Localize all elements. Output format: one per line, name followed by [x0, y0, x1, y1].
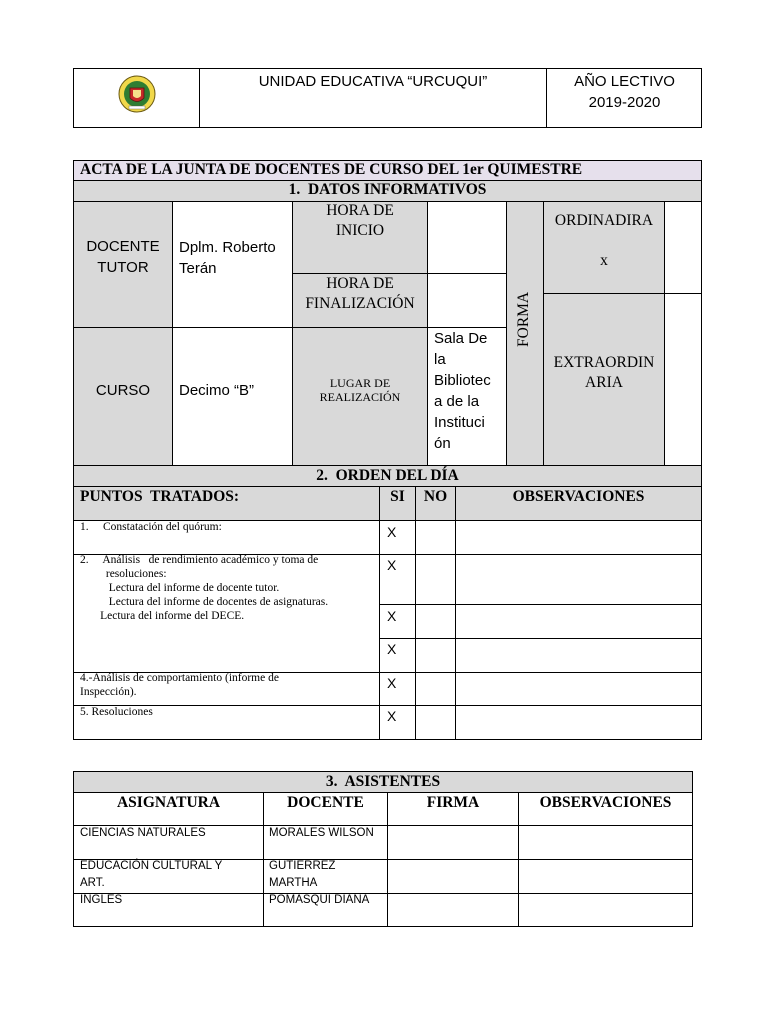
curso-value: Decimo “B” [179, 382, 255, 399]
docente-name: MARTHA [269, 877, 318, 889]
col-puntos: PUNTOS TRATADOS: [80, 488, 240, 505]
firma-cell[interactable] [387, 859, 519, 894]
section1-title: 1. DATOS INFORMATIVOS [288, 181, 487, 198]
docente-name: MORALES WILSON [269, 827, 374, 839]
item5-text: 5. Resoluciones [80, 706, 153, 718]
obs-cell[interactable] [455, 554, 702, 605]
obs-cell[interactable] [455, 604, 702, 639]
lugar-value-line: Sala De [434, 330, 488, 347]
extraordinaria-label-1: EXTRAORDIN [553, 354, 655, 371]
year-label: AÑO LECTIVO [574, 73, 675, 90]
si-mark: X [387, 557, 397, 573]
docente-label-2: TUTOR [97, 259, 149, 276]
si-mark: X [387, 708, 397, 724]
col-asis-obs: OBSERVACIONES [539, 794, 672, 811]
item4-line: Inspección). [80, 686, 137, 698]
item2-line: Lectura del informe de docentes de asignaturas. [80, 596, 329, 608]
ordinaria-label: ORDINADIRA [554, 212, 654, 229]
lugar-label-1: LUGAR DE [329, 376, 391, 390]
section2-title: 2. ORDEN DEL DÍA [316, 467, 459, 484]
no-cell[interactable] [415, 604, 456, 639]
acta-title: ACTA DE LA JUNTA DE DOCENTES DE CURSO DEL 1er QUIMESTRE [80, 161, 583, 178]
lugar-label-2: REALIZACIÓN [319, 390, 401, 404]
col-obs: OBSERVACIONES [512, 488, 645, 505]
school-name: UNIDAD EDUCATIVA “URCUQUI” [258, 73, 488, 90]
no-cell[interactable] [415, 705, 456, 740]
section3-title: 3. ASISTENTES [325, 773, 441, 790]
firma-cell[interactable] [387, 893, 519, 927]
si-cell[interactable] [379, 604, 416, 639]
asignatura-cell: ART. [80, 877, 105, 889]
firma-cell[interactable] [387, 825, 519, 860]
hora-inicio-value-cell[interactable] [427, 201, 507, 274]
col-firma: FIRMA [426, 794, 480, 811]
item2-line: 2. Análisis de rendimiento académico y toma de [80, 554, 319, 566]
lugar-value-line: la [434, 351, 446, 368]
lugar-value-line: Instituci [434, 414, 485, 431]
item2-line: resoluciones: [80, 568, 167, 580]
docente-value-2: Terán [179, 260, 217, 277]
lugar-value-line: a de la [434, 393, 480, 410]
hora-fin-2: FINALIZACIÓN [305, 295, 415, 312]
item1-text: 1. Constatación del quórum: [80, 521, 222, 533]
docente-label-1: DOCENTE [86, 238, 160, 255]
no-cell[interactable] [415, 520, 456, 555]
hora-inicio-1: HORA DE [326, 202, 394, 219]
si-mark: X [387, 675, 397, 691]
asis-obs-cell[interactable] [518, 825, 693, 860]
lugar-value-line: Bibliotec [434, 372, 491, 389]
extraordinaria-label-2: ARIA [585, 374, 623, 391]
curso-label: CURSO [95, 382, 151, 399]
item2-line: Lectura del informe de docente tutor. [80, 582, 280, 594]
year-value: 2019-2020 [588, 94, 661, 111]
obs-cell[interactable] [455, 638, 702, 673]
docente-name: POMASQUI DIANA [269, 894, 370, 906]
col-asignatura: ASIGNATURA [116, 794, 221, 811]
asignatura-cell: CIENCIAS NATURALES [80, 827, 206, 839]
hora-fin-1: HORA DE [326, 275, 394, 292]
col-docente: DOCENTE [287, 794, 364, 811]
si-mark: X [387, 641, 397, 657]
no-cell[interactable] [415, 554, 456, 605]
si-cell[interactable] [379, 672, 416, 706]
ordinaria-mark: x [600, 252, 608, 269]
obs-cell[interactable] [455, 520, 702, 555]
obs-cell[interactable] [455, 705, 702, 740]
item4-line: 4.-Análisis de comportamiento (informe de [80, 672, 279, 684]
docente-name: GUTIERREZ [269, 860, 336, 872]
lugar-value-line: ón [434, 435, 451, 452]
si-mark: X [387, 524, 397, 540]
hora-fin-value-cell[interactable] [427, 273, 507, 328]
school-crest-icon [117, 74, 157, 114]
si-cell[interactable] [379, 705, 416, 740]
asignatura-cell: EDUCACIÓN CULTURAL Y [80, 860, 223, 872]
hora-inicio-2: INICIO [335, 222, 385, 239]
asis-obs-cell[interactable] [518, 859, 693, 894]
si-cell[interactable] [379, 554, 416, 605]
asignatura-cell: INGLES [80, 894, 123, 906]
si-cell[interactable] [379, 638, 416, 673]
obs-cell[interactable] [455, 672, 702, 706]
si-mark: X [387, 608, 397, 624]
si-cell[interactable] [379, 520, 416, 555]
ordinaria-check-cell[interactable] [664, 201, 702, 294]
no-cell[interactable] [415, 638, 456, 673]
forma-label: FORMA [515, 291, 532, 347]
col-no: NO [423, 488, 448, 505]
col-si: SI [390, 488, 405, 505]
asis-obs-cell[interactable] [518, 893, 693, 927]
extraordinaria-check-cell[interactable] [664, 293, 702, 466]
item2-line: Lectura del informe del DECE. [80, 610, 245, 622]
docente-value-1: Dplm. Roberto [179, 239, 276, 256]
no-cell[interactable] [415, 672, 456, 706]
